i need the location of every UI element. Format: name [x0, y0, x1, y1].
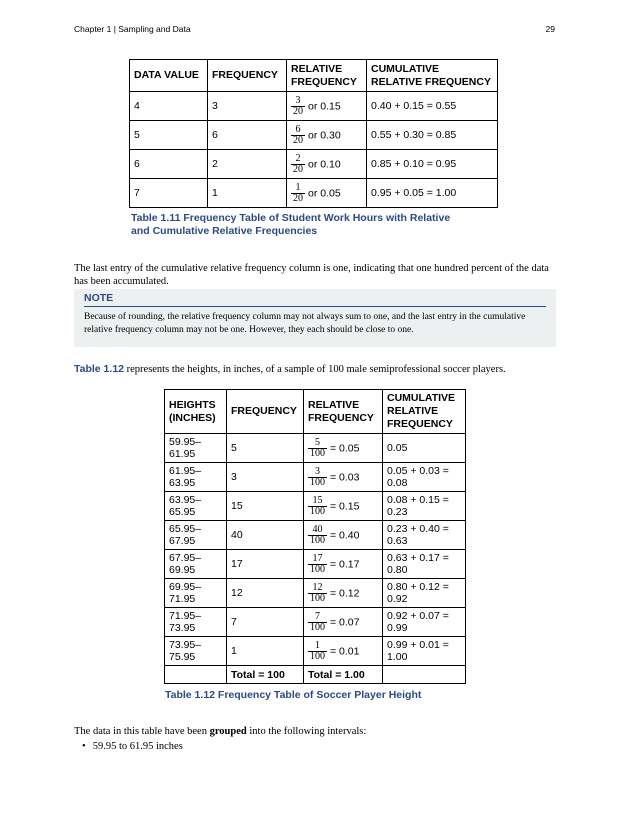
table-row — [165, 434, 466, 463]
table-row — [165, 550, 466, 579]
frequency-cell: 1 — [227, 637, 304, 666]
total-frequency-cell: Total = 100 — [227, 666, 304, 684]
data-value-cell: 6 — [130, 150, 208, 179]
relative-frequency-cell — [287, 179, 367, 208]
header-cumulative-relative-frequency: CUMULATIVE RELATIVE FREQUENCY — [383, 390, 466, 434]
fraction-denominator: 20 — [293, 163, 303, 175]
relative-frequency-cell — [304, 463, 383, 492]
frequency-cell: 17 — [227, 550, 304, 579]
fraction-numerator: 7 — [308, 612, 327, 623]
paragraph-text: represents the heights, in inches, of a sample of 100 male semiprofessional soccer players. — [124, 364, 506, 375]
frequency-table-work-hours — [129, 59, 498, 208]
empty-cell — [165, 666, 227, 684]
header-heights: HEIGHTS (INCHES) — [165, 390, 227, 434]
table-header-row — [165, 390, 466, 434]
height-interval-cell: 67.95–69.95 — [165, 550, 227, 579]
fraction — [308, 467, 327, 488]
fraction-numerator: 17 — [308, 554, 327, 565]
table-reference-link[interactable]: Table 1.12 — [74, 363, 124, 375]
relative-frequency-cell — [287, 121, 367, 150]
table-row — [130, 92, 498, 121]
data-value-cell: 4 — [130, 92, 208, 121]
frequency-cell: 5 — [227, 434, 304, 463]
fraction — [308, 641, 327, 662]
header-relative-frequency: RELATIVE FREQUENCY — [287, 60, 367, 92]
fraction-denominator: 100 — [310, 447, 325, 459]
fraction — [291, 96, 305, 117]
page-number: 29 — [545, 24, 555, 34]
relative-frequency-decimal: or 0.15 — [308, 99, 341, 112]
relative-frequency-cell — [304, 492, 383, 521]
fraction — [308, 525, 327, 546]
note-divider — [84, 306, 546, 307]
fraction — [291, 125, 305, 146]
fraction-denominator: 100 — [310, 563, 325, 575]
table-row — [165, 579, 466, 608]
list-item — [82, 741, 183, 752]
fraction — [308, 554, 327, 575]
table-row — [165, 463, 466, 492]
fraction — [308, 612, 327, 633]
paragraph-text: into the following intervals: — [246, 726, 367, 737]
header-frequency: FREQUENCY — [208, 60, 287, 92]
note-box — [74, 289, 556, 347]
fraction-denominator: 20 — [293, 105, 303, 117]
table-row — [130, 121, 498, 150]
relative-frequency-cell — [287, 92, 367, 121]
fraction-numerator: 3 — [308, 467, 327, 478]
cumulative-cell: 0.99 + 0.01 = 1.00 — [383, 637, 466, 666]
relative-frequency-decimal: = 0.05 — [330, 441, 360, 454]
cumulative-cell: 0.05 + 0.03 = 0.08 — [383, 463, 466, 492]
fraction-numerator: 1 — [308, 641, 327, 652]
relative-frequency-cell — [304, 579, 383, 608]
cumulative-cell: 0.80 + 0.12 = 0.92 — [383, 579, 466, 608]
fraction — [291, 183, 305, 204]
fraction-numerator: 40 — [308, 525, 327, 536]
height-interval-cell: 61.95–63.95 — [165, 463, 227, 492]
data-value-cell: 7 — [130, 179, 208, 208]
table-caption-1-11: Table 1.11 Frequency Table of Student Work Hours with Relative and Cumulative Relative Frequencies — [131, 212, 451, 237]
header-relative-frequency: RELATIVE FREQUENCY — [304, 390, 383, 434]
relative-frequency-cell — [304, 434, 383, 463]
table-total-row — [165, 666, 466, 684]
note-title: NOTE — [84, 292, 114, 304]
frequency-cell: 7 — [227, 608, 304, 637]
total-relative-frequency-cell: Total = 1.00 — [304, 666, 383, 684]
table-row — [165, 608, 466, 637]
table-row — [130, 179, 498, 208]
fraction — [308, 583, 327, 604]
fraction-denominator: 100 — [310, 592, 325, 604]
fraction-denominator: 20 — [293, 192, 303, 204]
fraction-denominator: 100 — [310, 476, 325, 488]
cumulative-cell: 0.63 + 0.17 = 0.80 — [383, 550, 466, 579]
frequency-cell: 15 — [227, 492, 304, 521]
frequency-cell: 1 — [208, 179, 287, 208]
relative-frequency-decimal: or 0.05 — [308, 186, 341, 199]
fraction-denominator: 100 — [310, 650, 325, 662]
empty-cell — [383, 666, 466, 684]
height-interval-cell: 71.95–73.95 — [165, 608, 227, 637]
height-interval-cell: 65.95–67.95 — [165, 521, 227, 550]
height-interval-cell: 63.95–65.95 — [165, 492, 227, 521]
fraction-numerator: 2 — [291, 154, 305, 165]
fraction — [291, 154, 305, 175]
table-row — [165, 637, 466, 666]
paragraph-grouped-intro — [74, 725, 558, 738]
cumulative-cell: 0.40 + 0.15 = 0.55 — [367, 92, 498, 121]
fraction-numerator: 12 — [308, 583, 327, 594]
relative-frequency-decimal: = 0.12 — [330, 586, 360, 599]
running-header-chapter: Chapter 1 | Sampling and Data — [74, 24, 191, 34]
relative-frequency-decimal: = 0.40 — [330, 528, 360, 541]
frequency-table-soccer-heights — [164, 389, 466, 684]
frequency-cell: 3 — [227, 463, 304, 492]
table-caption-1-12: Table 1.12 Frequency Table of Soccer Player Height — [165, 689, 422, 701]
fraction-numerator: 5 — [308, 438, 327, 449]
relative-frequency-decimal: = 0.03 — [330, 470, 360, 483]
fraction-denominator: 20 — [293, 134, 303, 146]
frequency-cell: 3 — [208, 92, 287, 121]
height-interval-cell: 59.95–61.95 — [165, 434, 227, 463]
cumulative-cell: 0.23 + 0.40 = 0.63 — [383, 521, 466, 550]
fraction — [308, 438, 327, 459]
fraction-numerator: 3 — [291, 96, 305, 107]
relative-frequency-decimal: or 0.30 — [308, 128, 341, 141]
fraction-denominator: 100 — [310, 534, 325, 546]
header-cumulative-relative-frequency: CUMULATIVE RELATIVE FREQUENCY — [367, 60, 498, 92]
cumulative-cell: 0.95 + 0.05 = 1.00 — [367, 179, 498, 208]
paragraph-table-reference — [74, 363, 558, 376]
relative-frequency-decimal: or 0.10 — [308, 157, 341, 170]
relative-frequency-cell — [304, 550, 383, 579]
relative-frequency-cell — [304, 608, 383, 637]
fraction-denominator: 100 — [310, 505, 325, 517]
cumulative-cell: 0.92 + 0.07 = 0.99 — [383, 608, 466, 637]
paragraph-text: The data in this table have been — [74, 726, 210, 737]
cumulative-cell: 0.08 + 0.15 = 0.23 — [383, 492, 466, 521]
relative-frequency-cell — [287, 150, 367, 179]
frequency-cell: 40 — [227, 521, 304, 550]
frequency-cell: 12 — [227, 579, 304, 608]
cumulative-cell: 0.55 + 0.30 = 0.85 — [367, 121, 498, 150]
relative-frequency-decimal: = 0.07 — [330, 615, 360, 628]
cumulative-cell: 0.85 + 0.10 = 0.95 — [367, 150, 498, 179]
relative-frequency-decimal: = 0.15 — [330, 499, 360, 512]
frequency-cell: 6 — [208, 121, 287, 150]
list-item-text: 59.95 to 61.95 inches — [92, 741, 183, 752]
frequency-cell: 2 — [208, 150, 287, 179]
header-data-value: DATA VALUE — [130, 60, 208, 92]
fraction-numerator: 15 — [308, 496, 327, 507]
relative-frequency-cell — [304, 521, 383, 550]
height-interval-cell: 73.95–75.95 — [165, 637, 227, 666]
table-row — [165, 521, 466, 550]
relative-frequency-cell — [304, 637, 383, 666]
table-row — [130, 150, 498, 179]
note-body: Because of rounding, the relative frequency column may not always sum to one, and the last entry in the cumulative relative frequency column may not be one. However, they each should be close to one. — [84, 312, 526, 335]
fraction-numerator: 1 — [291, 183, 305, 194]
table-row — [165, 492, 466, 521]
paragraph-cumulative-explanation: The last entry of the cumulative relative frequency column is one, indicating that one hundred percent of the data has been accumulated. — [74, 263, 549, 287]
data-value-cell: 5 — [130, 121, 208, 150]
relative-frequency-decimal: = 0.17 — [330, 557, 360, 570]
bold-term: grouped — [209, 726, 247, 737]
fraction-numerator: 6 — [291, 125, 305, 136]
fraction-denominator: 100 — [310, 621, 325, 633]
header-frequency: FREQUENCY — [227, 390, 304, 434]
cumulative-cell: 0.05 — [383, 434, 466, 463]
fraction — [308, 496, 327, 517]
height-interval-cell: 69.95–71.95 — [165, 579, 227, 608]
bullet-icon: • — [82, 741, 86, 752]
relative-frequency-decimal: = 0.01 — [330, 644, 360, 657]
table-header-row — [130, 60, 498, 92]
